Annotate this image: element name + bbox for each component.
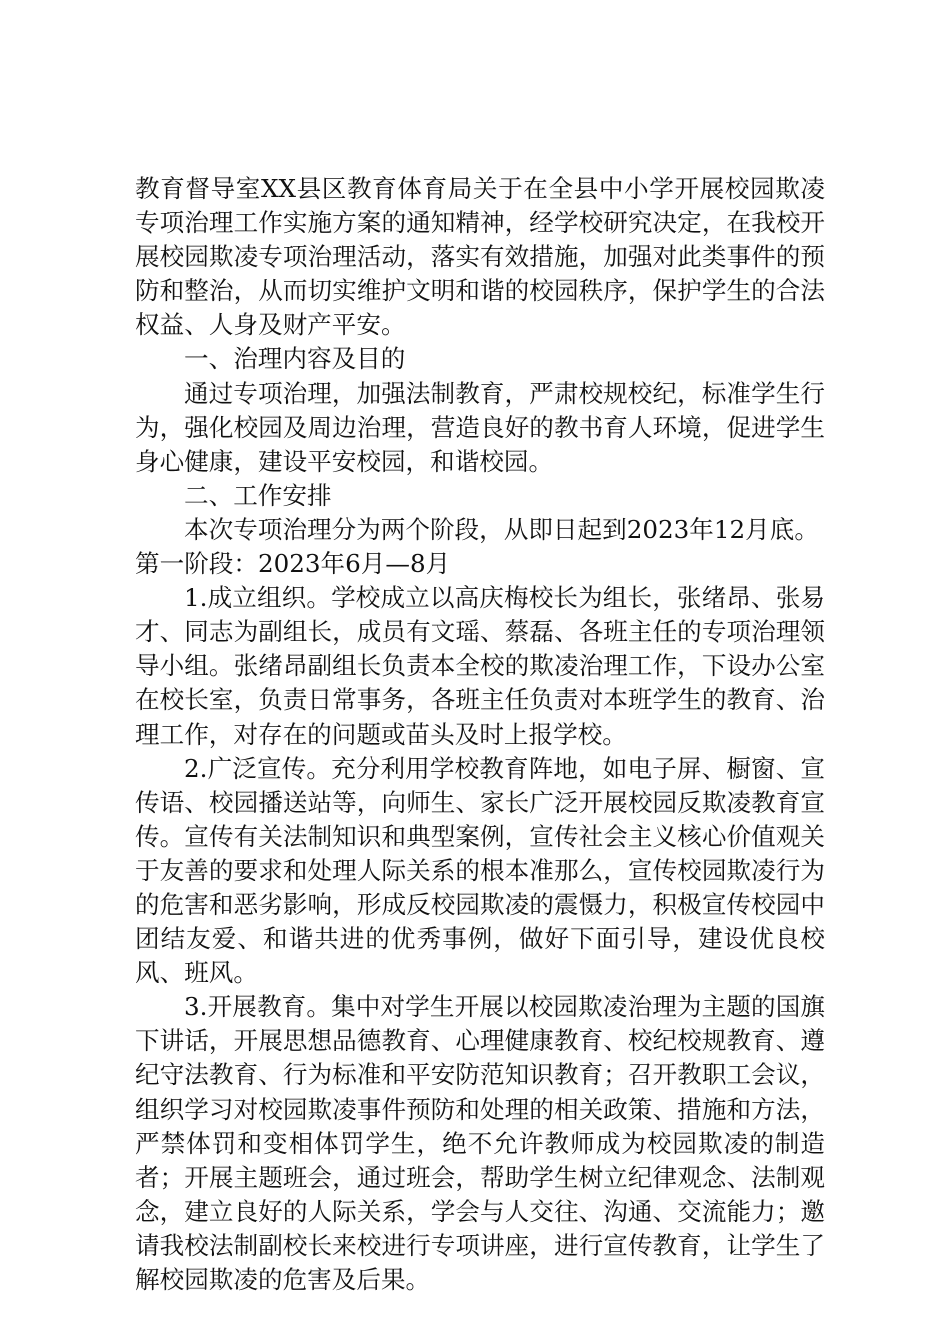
item-1-organization: 1.成立组织。学校成立以高庆梅校长为组长，张绪昂、张易才、同志为副组长，成员有文瑶、蔡磊、各班主任的专项治理领导小组。张绪昂副组长负责本全校的欺凌治理工作，下设办公室在校长室，负责日常事务，各班主任负责对本班学生的教育、治理工作，对存在的问题或苗头及时上报学校。 (135, 583, 825, 749)
paragraph-schedule: 本次专项治理分为两个阶段，从即日起到2023年12月底。 (184, 514, 819, 544)
section-heading-2: 二、工作安排 (184, 480, 332, 510)
section-heading-1: 一、治理内容及目的 (184, 344, 406, 374)
item-2-publicity: 2.广泛宣传。充分利用学校教育阵地，如电子屏、橱窗、宣传语、校园播送站等，向师生、家长广泛开展校园反欺凌教育宣传。宣传有关法制知识和典型案例，宣传社会主义核心价值观关于友善的要求和处理人际关系的根本准那么，宣传校园欺凌行为的危害和恶劣影响，形成反校园欺凌的震慑力，积极宣传校园中团结友爱、和谐共进的优秀事例，做好下面引导，建设优良校风、班风。 (135, 753, 825, 988)
paragraph-purpose: 通过专项治理，加强法制教育，严肃校规校纪，标准学生行为，强化校园及周边治理，营造良好的教书育人环境，促进学生身心健康，建设平安校园，和谐校园。 (135, 378, 825, 476)
document-body (135, 172, 825, 1297)
item-3-education: 3.开展教育。集中对学生开展以校园欺凌治理为主题的国旗下讲话，开展思想品德教育、心理健康教育、校纪校规教育、遵纪守法教育、行为标准和平安防范知识教育；召开教职工会议，组织学习对校园欺凌事件预防和处理的相关政策、措施和方法，严禁体罚和变相体罚学生，绝不允许教师成为校园欺凌的制造者；开展主题班会，通过班会，帮助学生树立纪律观念、法制观念，建立良好的人际关系，学会与人交往、沟通、交流能力；邀请我校法制副校长来校进行专项讲座，进行宣传教育，让学生了解校园欺凌的危害及后果。 (135, 992, 825, 1294)
phase-one-heading: 第一阶段：2023年6月—8月 (135, 549, 451, 579)
intro-paragraph: 教育督导室XX县区教育体育局关于在全县中小学开展校园欺凌专项治理工作实施方案的通知精神，经学校研究决定，在我校开展校园欺凌专项治理活动，落实有效措施，加强对此类事件的预防和整治，从而切实维护文明和谐的校园秩序，保护学生的合法权益、人身及财产平安。 (135, 174, 825, 340)
